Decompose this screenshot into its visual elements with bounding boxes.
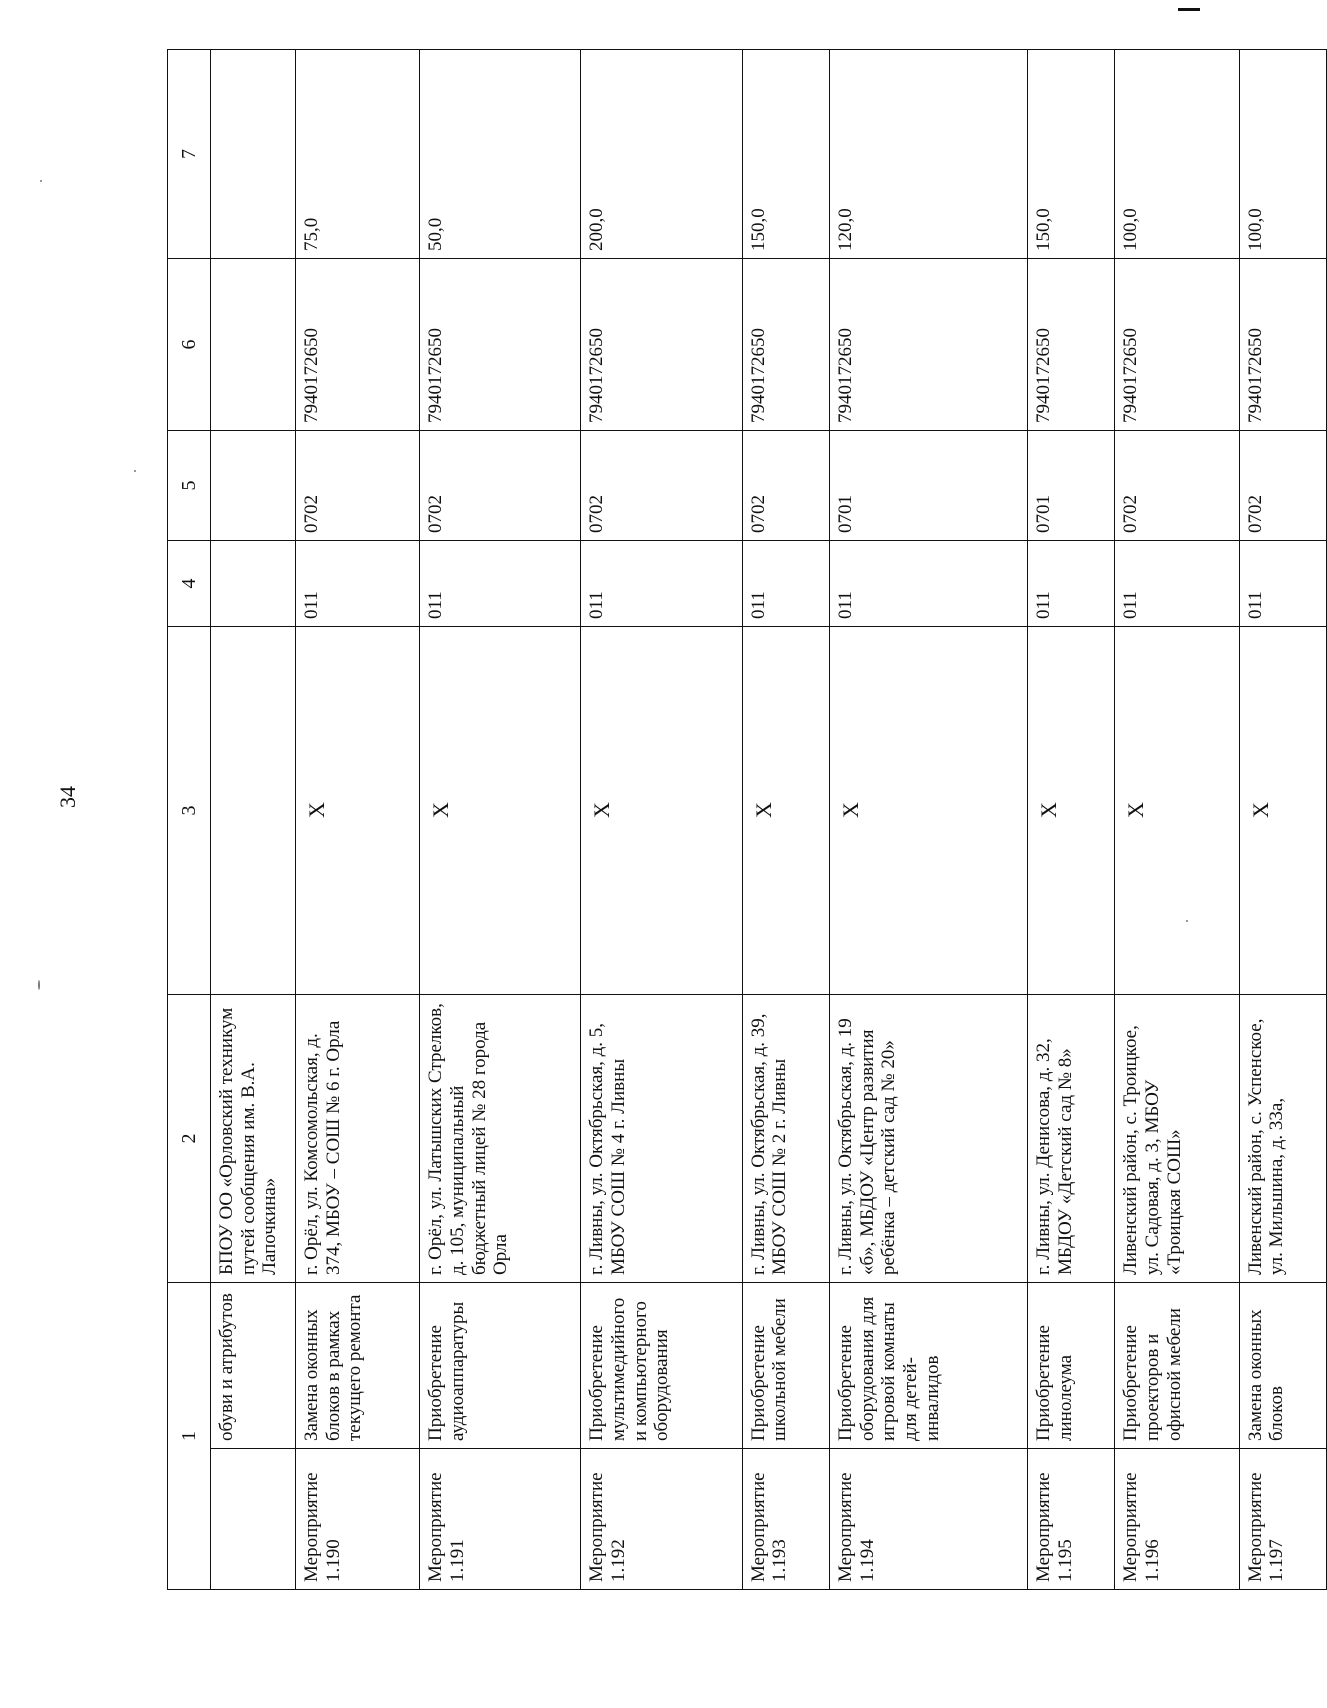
page-number: 34 — [55, 786, 80, 808]
table-row — [829, 50, 1027, 1590]
cell-col-2: обуви и атрибутов — [211, 1283, 296, 1449]
cell-col-5: 011 — [581, 541, 742, 627]
cell-col-5: 011 — [1239, 541, 1326, 627]
table-row — [1239, 50, 1326, 1590]
cell-col-7 — [211, 259, 296, 431]
cell-col-3: Ливенский район, с. Успенское, ул. Мильшина, д. 33а, — [1239, 995, 1326, 1283]
cell-col-1: Мероприятие 1.196 — [1115, 1449, 1239, 1590]
cell-col-2: Приобретение мультимедийного и компьютерного оборудования — [581, 1283, 742, 1449]
cell-col-8: 100,0 — [1239, 50, 1326, 259]
cell-col-1: Мероприятие 1.194 — [829, 1449, 1027, 1590]
table-row — [420, 50, 581, 1590]
cell-col-7: 7940172650 — [1115, 259, 1239, 431]
cell-col-6 — [211, 431, 296, 541]
cell-col-5: 011 — [296, 541, 420, 627]
cell-col-5: 011 — [420, 541, 581, 627]
cell-col-4: X — [581, 627, 742, 995]
cell-col-7: 7940172650 — [829, 259, 1027, 431]
budget-table — [167, 49, 1327, 1590]
cell-col-8: 100,0 — [1115, 50, 1239, 259]
column-header-5: 5 — [168, 431, 211, 541]
column-header-7: 7 — [168, 50, 211, 259]
cell-col-2: Замена оконных блоков — [1239, 1283, 1326, 1449]
cell-col-6: 0702 — [581, 431, 742, 541]
cell-col-4: X — [1239, 627, 1326, 995]
cell-col-6: 0701 — [1027, 431, 1114, 541]
cell-col-7: 7940172650 — [420, 259, 581, 431]
table-row — [1115, 50, 1239, 1590]
cell-col-4: X — [1027, 627, 1114, 995]
cell-col-2: Приобретение линолеума — [1027, 1283, 1114, 1449]
cell-col-3: г. Орёл, ул. Комсомольская, д. 374, МБОУ – СОШ № 6 г. Орла — [296, 995, 420, 1283]
cell-col-1: Мероприятие 1.197 — [1239, 1449, 1326, 1590]
cell-col-1 — [211, 1449, 296, 1590]
scan-mark — [1178, 8, 1200, 11]
column-header-4: 4 — [168, 541, 211, 627]
cell-col-3: Ливенский район, с. Троицкое, ул. Садовая, д. 3, МБОУ «Троицкая СОШ» — [1115, 995, 1239, 1283]
cell-col-1: Мероприятие 1.190 — [296, 1449, 420, 1590]
cell-col-3: г. Ливны, ул. Октябрьская, д. 5, МБОУ СОШ № 4 г. Ливны — [581, 995, 742, 1283]
cell-col-7: 7940172650 — [742, 259, 829, 431]
cell-col-4: X — [742, 627, 829, 995]
cell-col-4: X — [296, 627, 420, 995]
cell-col-6: 0702 — [420, 431, 581, 541]
cell-col-5 — [211, 541, 296, 627]
scan-speck — [40, 180, 42, 182]
table-row — [296, 50, 420, 1590]
table-row — [581, 50, 742, 1590]
column-header-3: 3 — [168, 627, 211, 995]
cell-col-8: 150,0 — [742, 50, 829, 259]
cell-col-3: г. Ливны, ул. Денисова, д. 32, МБДОУ «Детский сад № 8» — [1027, 995, 1114, 1283]
cell-col-1: Мероприятие 1.193 — [742, 1449, 829, 1590]
cell-col-6: 0702 — [1239, 431, 1326, 541]
cell-col-3: г. Ливны, ул. Октябрьская, д. 19 «б», МБДОУ «Центр развития ребёнка – детский сад № 20» — [829, 995, 1027, 1283]
cell-col-3: г. Ливны, ул. Октябрьская, д. 39, МБОУ СОШ № 2 г. Ливны — [742, 995, 829, 1283]
column-header-6: 6 — [168, 259, 211, 431]
cell-col-4: X — [829, 627, 1027, 995]
column-header-1: 1 — [168, 1283, 211, 1590]
table-row — [742, 50, 829, 1590]
cell-col-4: X — [1115, 627, 1239, 995]
cell-col-8: 200,0 — [581, 50, 742, 259]
cell-col-8: 120,0 — [829, 50, 1027, 259]
cell-col-3: г. Орёл, ул. Латышских Стрелков, д. 105, муниципальный бюджетный лицей № 28 города Орла — [420, 995, 581, 1283]
cell-col-1: Мероприятие 1.195 — [1027, 1449, 1114, 1590]
cell-col-2: Замена оконных блоков в рамках текущего ремонта — [296, 1283, 420, 1449]
cell-col-7: 7940172650 — [581, 259, 742, 431]
cell-col-6: 0702 — [296, 431, 420, 541]
cell-col-6: 0702 — [1115, 431, 1239, 541]
cell-col-7: 7940172650 — [1027, 259, 1114, 431]
header-row — [168, 50, 211, 1590]
cell-col-2: Приобретение проекторов и офисной мебели — [1115, 1283, 1239, 1449]
scan-speck — [38, 980, 40, 990]
cell-col-2: Приобретение оборудования для игровой комнаты для детей-инвалидов — [829, 1283, 1027, 1449]
cell-col-8: 150,0 — [1027, 50, 1114, 259]
cell-col-8 — [211, 50, 296, 259]
scan-speck — [134, 470, 136, 472]
cell-col-4: X — [420, 627, 581, 995]
rotated-table-container — [167, 50, 1327, 1590]
cell-col-1: Мероприятие 1.191 — [420, 1449, 581, 1590]
cell-col-6: 0701 — [829, 431, 1027, 541]
cell-col-2: Приобретение аудиоаппаратуры — [420, 1283, 581, 1449]
cell-col-7: 7940172650 — [296, 259, 420, 431]
cell-col-8: 75,0 — [296, 50, 420, 259]
cell-col-7: 7940172650 — [1239, 259, 1326, 431]
cell-col-5: 011 — [1027, 541, 1114, 627]
cell-col-2: Приобретение школьной мебели — [742, 1283, 829, 1449]
cell-col-3: БПОУ ОО «Орловский техникум путей сообщения им. В.А. Лапочкина» — [211, 995, 296, 1283]
cell-col-4 — [211, 627, 296, 995]
cell-col-6: 0702 — [742, 431, 829, 541]
cell-col-5: 011 — [742, 541, 829, 627]
table-row — [1027, 50, 1114, 1590]
cell-col-8: 50,0 — [420, 50, 581, 259]
cell-col-5: 011 — [1115, 541, 1239, 627]
cell-col-5: 011 — [829, 541, 1027, 627]
column-header-2: 2 — [168, 995, 211, 1283]
table-row-continuation — [211, 50, 296, 1590]
cell-col-1: Мероприятие 1.192 — [581, 1449, 742, 1590]
